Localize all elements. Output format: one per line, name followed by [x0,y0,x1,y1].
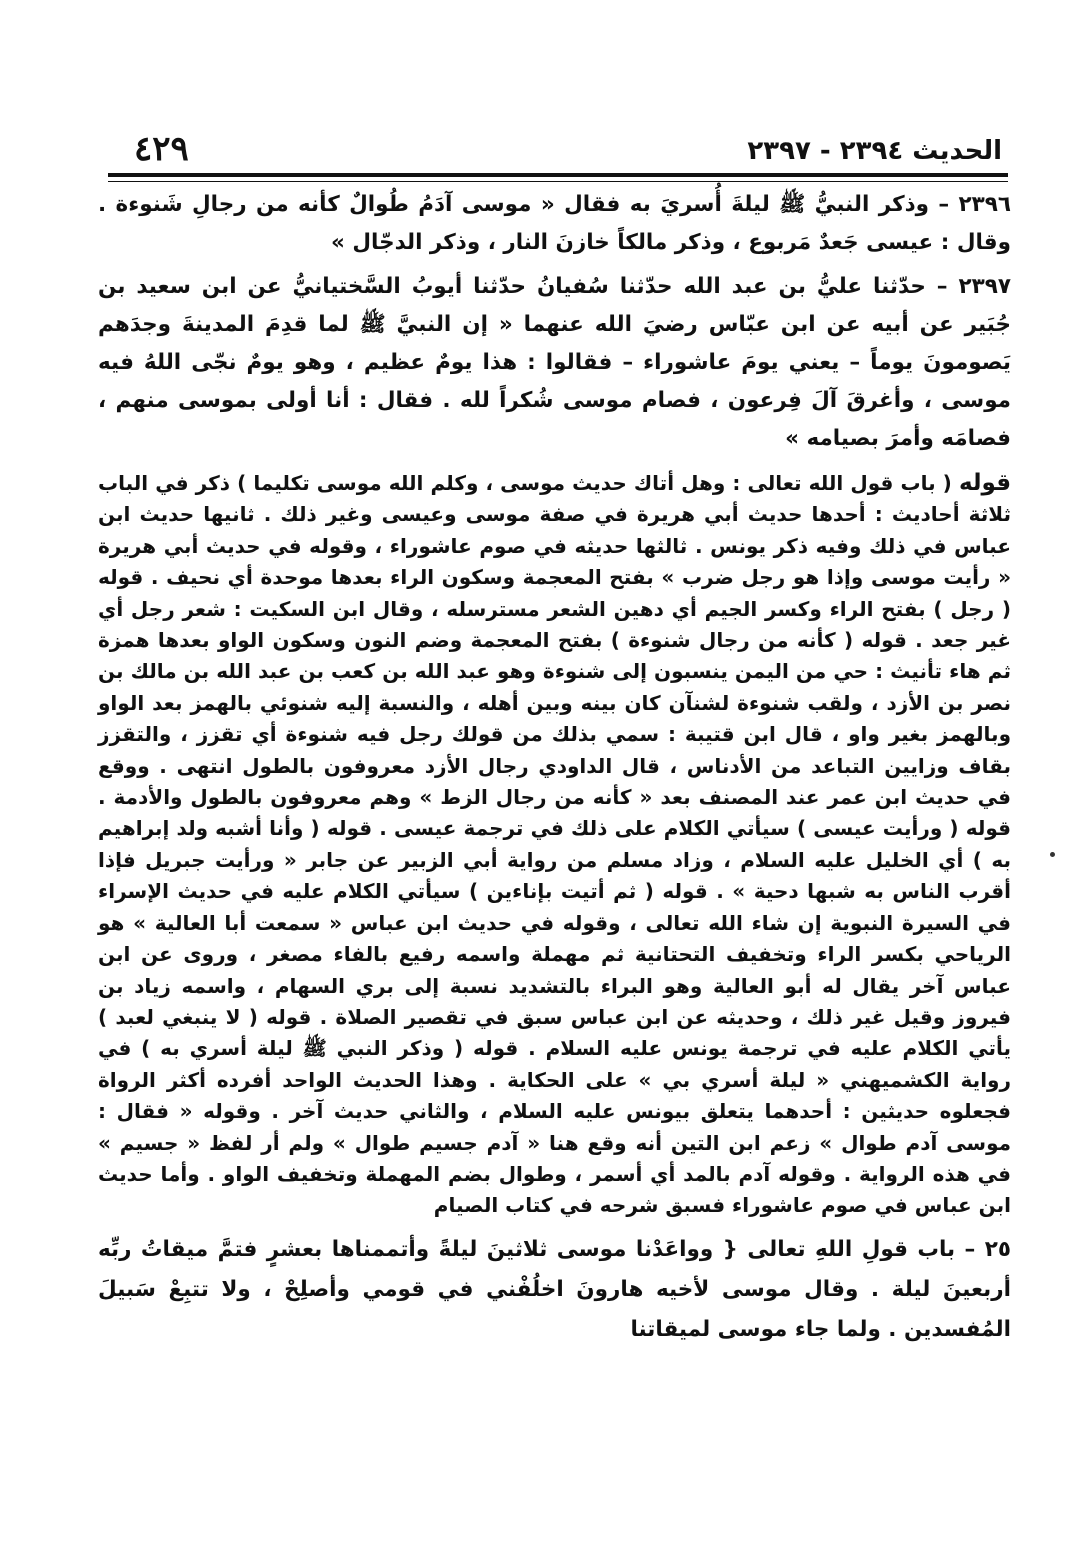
bab-25-heading: ٢٥ – باب قولِ اللهِ تعالى { وواعَدْنا موسى ثلاثينَ ليلةً وأتممناها بعشرٍ فتمَّ ميقاتُ ربِّه أربعينَ ليلة . وقال موسى لأخيه هارونَ اخلُفْني في قومي وأصلِحْ ، ولا تتبِعْ سَبيلَ المُفسدين . ولما جاء موسى لميقاتنا [98,1236,1011,1342]
page-body [98,186,1011,1350]
hadith-2396: ٢٣٩٦ – وذكر النبيُّ ﷺ ليلةَ أُسريَ به فقال « موسى آدَمُ طُوالٌ كأنه من رجالِ شَنوءة . وقال : عيسى جَعدٌ مَربوع ، وذكر مالكاً خازنَ النار ، وذكر الدجّال » [98,192,1011,255]
commentary-text: ( باب قول الله تعالى : وهل أتاك حديث موسى ، وكلم الله موسى تكليما ) ذكر في الباب ثلاثة أحاديث : أحدها حديث أبي هريرة في صفة موسى وعيسى وغير ذلك . ثانيها حديث ابن عباس في ذلك وفيه ذكر يونس . ثالثها حديثه في صوم عاشوراء ، وقوله في حديث أبي هريرة « رأيت موسى وإذا هو رجل ضرب » بفتح المعجمة وسكون الراء بعدها موحدة أي نحيف . قوله ( رجل ) بفتح الراء وكسر الجيم أي دهين الشعر مسترسله ، وقال ابن السكيت : شعر رجل أي غير جعد . قوله ( كأنه من رجال شنوءة ) بفتح المعجمة وضم النون وسكون الواو بعدها همزة ثم هاء تأنيث : حي من اليمن ينسبون إلى شنوءة وهو عبد الله بن كعب بن عبد الله بن مالك بن نصر بن الأزد ، ولقب شنوءة لشنآن كان بينه وبين أهله ، والنسبة إليه شنوئي بالهمز بعد الواو وبالهمز بغير واو ، قال ابن قتيبة : سمي بذلك من قولك رجل فيه شنوءة أي تقزز ، والتقزز بقاف وزايين التباعد من الأدناس ، قال الداودي رجال الأزد معروفون بالطول انتهى . ووقع في حديث ابن عمر عند المصنف بعد « كأنه من رجال الزط » وهم معروفون بالطول والأدمة . قوله ( ورأيت عيسى ) سيأتي الكلام على ذلك في ترجمة عيسى . قوله ( وأنا أشبه ولد إبراهيم به ) أي الخليل عليه السلام ، وزاد مسلم من رواية أبي الزبير عن جابر « ورأيت جبريل فإذا أقرب الناس به شبها دحية » . قوله ( ثم أتيت بإناءين ) سيأتي الكلام عليه في حديث الإسراء في السيرة النبوية إن شاء الله تعالى ، وقوله في حديث ابن عباس « سمعت أبا العالية » هو الرياحي بكسر الراء وتخفيف التحتانية ثم مهملة واسمه رفيع بالفاء مصغر ، وروى عن ابن عباس آخر يقال له أبو العالية وهو البراء بالتشديد نسبة إلى بري السهام ، واسمه زياد بن فيروز وقيل غير ذلك ، وحديثه عن ابن عباس سبق في تقصير الصلاة . قوله ( لا ينبغي لعبد ) يأتي الكلام عليه في ترجمة يونس عليه السلام . قوله ( وذكر النبي ﷺ ليلة أسري به ) في رواية الكشميهني « ليلة أسري بي » على الحكاية . وهذا الحديث الواحد أفرده أكثر الرواة فجعلوه حديثين : أحدهما يتعلق بيونس عليه السلام ، والثاني حديث آخر . وقوله « فقال : موسى آدم طوال » زعم ابن التين أنه وقع هنا « آدم جسيم طوال » ولم أر لفظ « جسيم » في هذه الرواية . وقوله آدم بالمد أي أسمر ، وطوال بضم المهملة وتخفيف الواو . وأما حديث ابن عباس في صوم عاشوراء فسبق شرحه في كتاب الصيام [98,471,1011,1218]
header-rule-thick [108,173,1008,177]
commentary [98,468,1011,1222]
qawluh-marker: قوله [958,470,1012,496]
running-head: الحديث ٢٣٩٤ - ٢٣٩٧ [747,136,1002,166]
margin-dot [1050,852,1055,857]
page-number: ٤٢٩ [134,129,189,169]
header-rule-thin [108,181,1008,182]
page-header [108,125,1008,169]
hadith-2397: ٢٣٩٧ – حدّثنا عليُّ بن عبد الله حدّثنا سُفيانُ حدّثنا أيوبُ السَّختيانيُّ عن ابن سعيد بن جُبَير عن أبيه عن ابن عبّاس رضيَ الله عنهما « إن النبيَّ ﷺ لما قدِمَ المدينةَ وجدَهم يَصومونَ يوماً – يعني يومَ عاشوراء – فقالوا : هذا يومٌ عظيم ، وهو يومٌ نجّى اللهُ فيه موسى ، وأغرقَ آلَ فِرعون ، فصام موسى شُكراً لله . فقال : أنا أولى بموسى منهم ، فصامَه وأمرَ بصيامه » [98,274,1011,451]
